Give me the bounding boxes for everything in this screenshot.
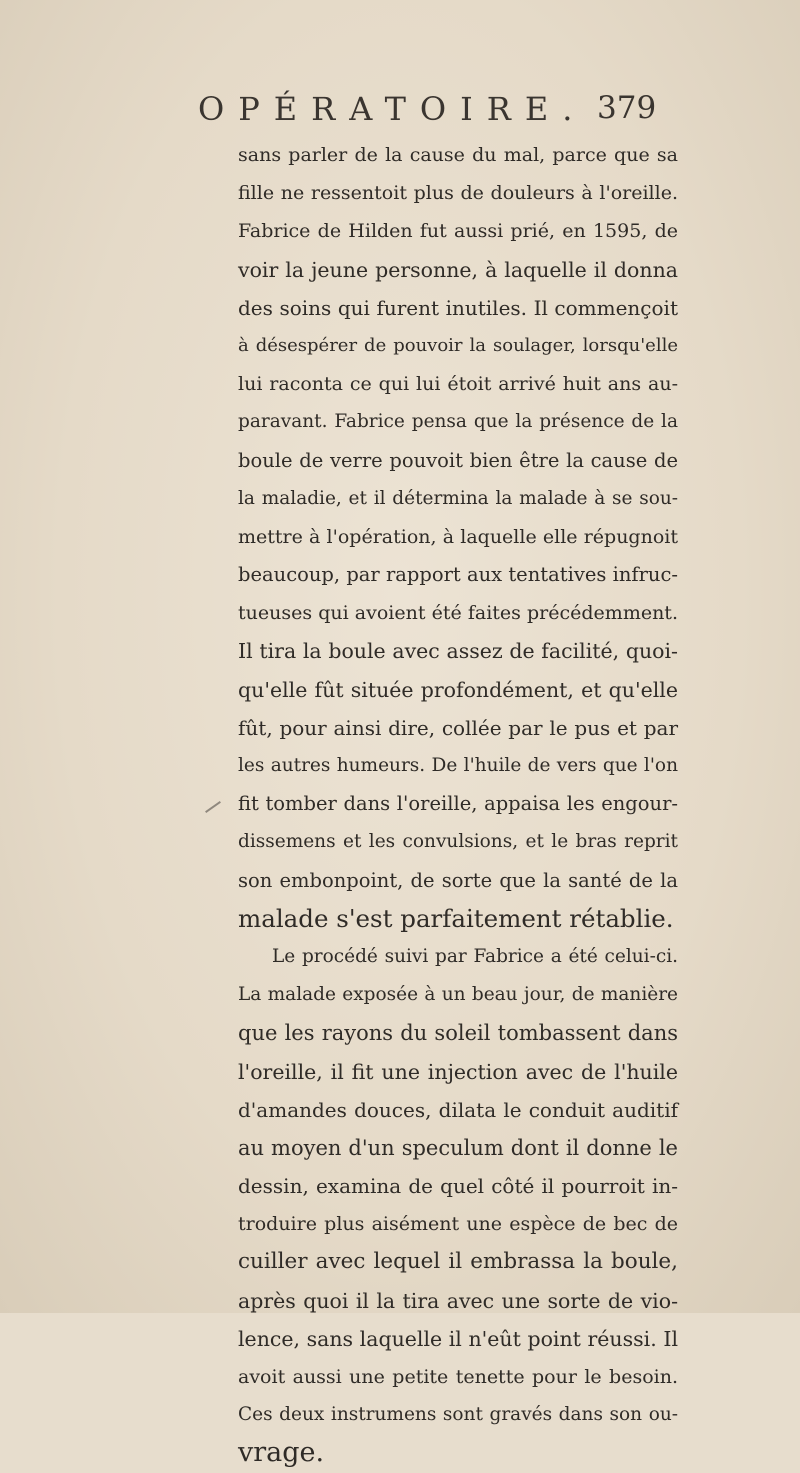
running-title: OPÉRATOIRE.: [198, 90, 587, 128]
text-line: fût, pour ainsi dire, collée par le pus et par: [238, 715, 678, 740]
text-line: au moyen d'un speculum dont il donne le: [238, 1135, 678, 1160]
text-line: Ces deux instrumens sont gravés dans son ou-: [238, 1404, 678, 1426]
text-line: voir la jeune personne, à laquelle il donna: [238, 257, 678, 282]
text-line: que les rayons du soleil tombassent dans: [238, 1021, 678, 1046]
text-line: tueuses qui avoient été faites précédemment.: [238, 602, 678, 625]
text-line: La malade exposée à un beau jour, de manière: [238, 984, 678, 1006]
text-line: fit tomber dans l'oreille, appaisa les engour-: [238, 792, 678, 816]
text-line: dessin, examina de quel côté il pourroit in-: [238, 1174, 678, 1199]
page-header: [0, 90, 800, 140]
text-line: Il tira la boule avec assez de facilité, quoi-: [238, 639, 678, 664]
text-line: qu'elle fût située profondément, et qu'elle: [238, 677, 678, 702]
text-line: son embonpoint, de sorte que la santé de la: [238, 868, 678, 892]
text-line: mettre à l'opération, à laquelle elle répugnoit: [238, 525, 678, 548]
margin-mark: [205, 801, 221, 813]
text-line: paravant. Fabrice pensa que la présence de la: [238, 411, 678, 433]
text-line: fille ne ressentoit plus de douleurs à l'oreille.: [238, 182, 678, 205]
text-line: Fabrice de Hilden fut aussi prié, en 1595, de: [238, 220, 678, 243]
text-line: lui raconta ce qui lui étoit arrivé huit ans au-: [238, 373, 678, 396]
text-line: dissemens et les convulsions, et le bras reprit: [238, 831, 678, 853]
text-line: la maladie, et il détermina la malade à se sou-: [238, 487, 678, 509]
text-line: l'oreille, il fit une injection avec de l'huile: [238, 1059, 678, 1084]
text-line: beaucoup, par rapport aux tentatives infruc-: [238, 563, 678, 587]
text-line: malade s'est parfaitement rétablie.: [238, 903, 674, 933]
text-line: après quoi il la tira avec une sorte de vio-: [238, 1288, 678, 1313]
text-line: des soins qui furent inutiles. Il commençoit: [238, 295, 678, 320]
text-line: avoit aussi une petite tenette pour le besoin.: [238, 1366, 678, 1388]
text-line: Le procédé suivi par Fabrice a été celui-ci.: [272, 945, 678, 967]
text-line: troduire plus aisément une espèce de bec de: [238, 1213, 678, 1236]
text-line: lence, sans laquelle il n'eût point réussi. Il: [238, 1326, 678, 1351]
page-number: 379: [597, 90, 657, 126]
text-line: sans parler de la cause du mal, parce que sa: [238, 144, 678, 166]
text-line: vrage.: [238, 1437, 325, 1469]
text-line: boule de verre pouvoit bien être la cause de: [238, 448, 678, 472]
text-line: d'amandes douces, dilata le conduit auditif: [238, 1097, 678, 1122]
text-line: les autres humeurs. De l'huile de vers que l'on: [238, 755, 678, 776]
body-text: [238, 136, 678, 1473]
text-line: cuiller avec lequel il embrassa la boule,: [238, 1249, 678, 1275]
text-line: à désespérer de pouvoir la soulager, lorsqu'elle: [238, 334, 678, 356]
